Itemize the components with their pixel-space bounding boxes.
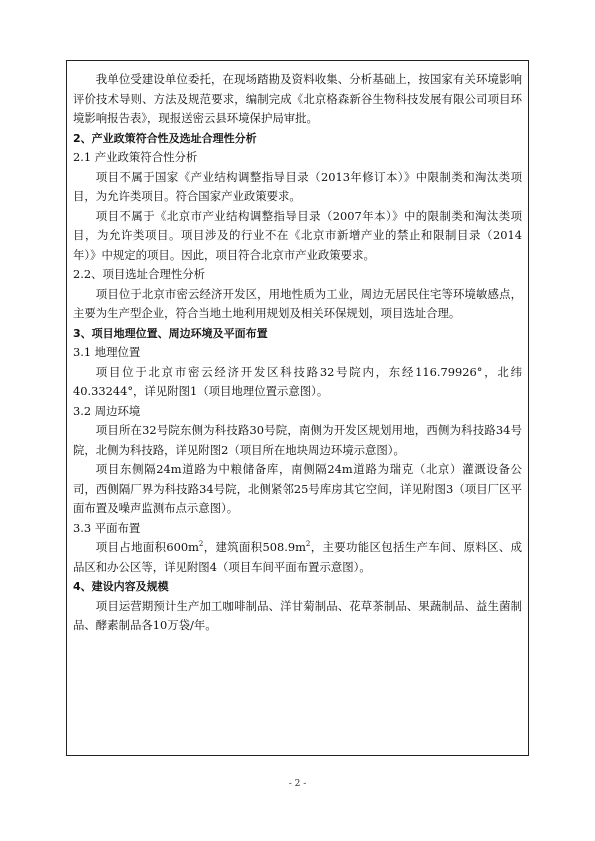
area-text-b: ，建筑面积508.9m [203,540,306,554]
document-body [73,70,522,636]
section-3-2-heading: 3.2 周边环境 [73,403,141,418]
section-2-heading: 2、产业政策符合性及选址合理性分析 [73,131,257,145]
area-unit-superscript-1: 2 [198,540,204,549]
section-2-1-paragraph-2: 项目不属于《北京市产业结构调整指导目录（2007年本）》中的限制类和淘汰类项目，为允许类项目。项目涉及的行业不在《北京市新增产业的禁止和限制目录（2014年）》中规定的项目。因此，项目符合北京市产业政策要求。 [73,208,522,262]
area-text-c: ，主要功能区包括生产车间、原料区、成品区和办公区等，详见附图4（项目车间平面布置示意图）。 [73,540,522,574]
section-2-1-paragraph-1: 项目不属于国家《产业结构调整指导目录（2013年修订本）》中限制类和淘汰类项目，为允许类项目。符合国家产业政策要求。 [73,169,522,203]
content-frame [66,60,529,756]
section-3-heading: 3、项目地理位置、周边环境及平面布置 [73,326,268,340]
section-3-1-paragraph: 项目位于北京市密云经济开发区科技路32号院内，东经116.79926°，北纬40.33244°，详见附图1（项目地理位置示意图）。 [73,364,522,398]
section-2-2-heading: 2.2、项目选址合理性分析 [73,267,206,281]
intro-paragraph: 我单位受建设单位委托，在现场踏勘及资料收集、分析基础上，按国家有关环境影响评价技术导则、方法及规范要求，编制完成《北京格森新谷生物科技发展有限公司项目环境影响报告表》，现报送密云县环境保护局审批。 [73,72,522,125]
section-4-heading: 4、建设内容及规模 [73,580,169,593]
section-2-1-heading: 2.1 产业政策符合性分析 [73,150,198,164]
area-unit-superscript-2: 2 [305,540,311,549]
section-3-2-paragraph-1: 项目所在32号院东侧为科技路30号院，南侧为开发区规划用地，西侧为科技路34号院，北侧为科技路，详见附图2（项目所在地块周边环境示意图）。 [73,423,522,457]
area-text-a: 项目占地面积600m [95,540,199,554]
section-4-paragraph: 项目运营期预计生产加工咖啡制品、洋甘菊制品、花草茶制品、果蔬制品、益生菌制品、酵素制品各10万袋/年。 [73,598,522,632]
page-number: - 2 - [288,779,307,789]
section-3-1-heading: 3.1 地理位置 [73,345,141,359]
section-3-2-paragraph-2: 项目东侧隔24m道路为中粮储备库，南侧隔24m道路为瑞克（北京）灌溉设备公司，西侧隔厂界为科技路34号院，北侧紧邻25号库房其它空间，详见附图3（项目厂区平面布置及噪声监测布点示意图）。 [73,462,522,515]
section-3-3-paragraph [73,538,522,577]
section-3-3-heading: 3.3 平面布置 [73,520,141,535]
section-2-2-paragraph: 项目位于北京市密云经济开发区，用地性质为工业，周边无居民住宅等环境敏感点，主要为生产型企业，符合当地土地利用规划及相关环保规划，项目选址合理。 [73,286,522,320]
